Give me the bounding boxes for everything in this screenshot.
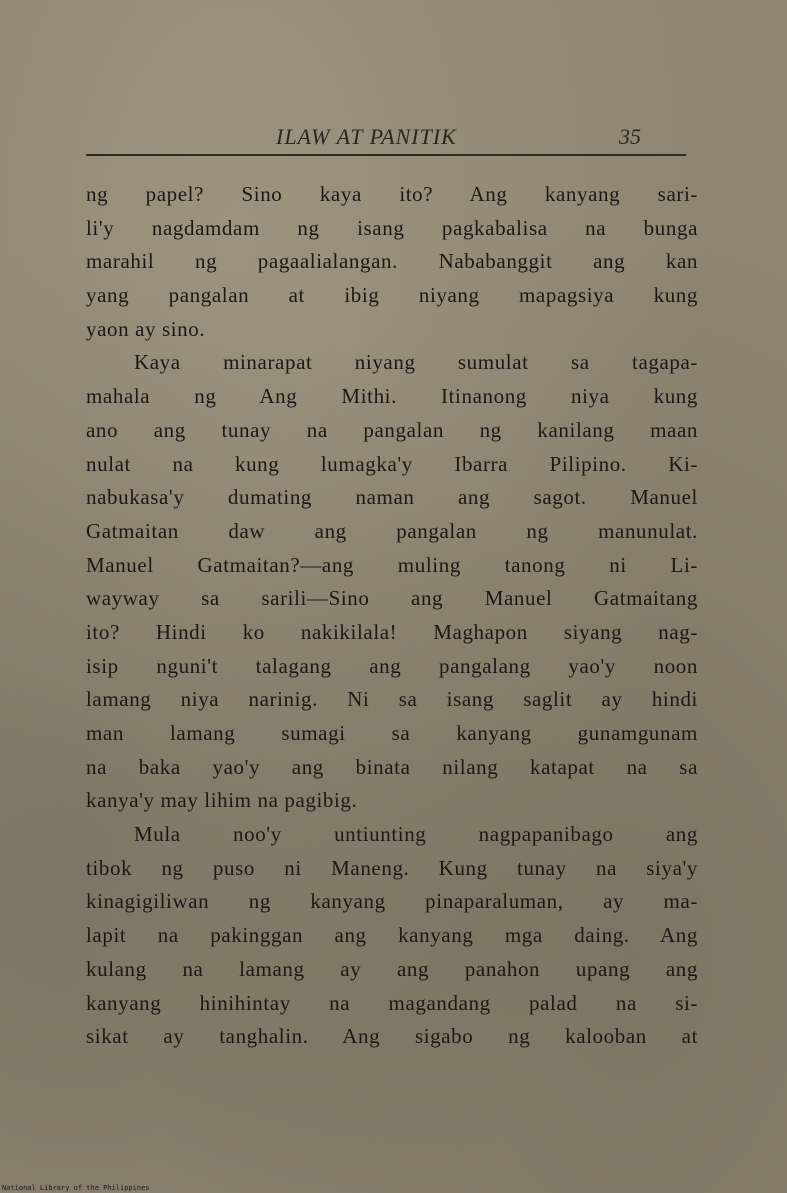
page-number: 35	[619, 124, 641, 149]
text-line: kulang na lamang ay ang panahon upang ang	[86, 956, 698, 981]
text-line: isip nguni't talagang ang pangalang yao'y noon	[86, 653, 698, 678]
text-line: sikat ay tanghalin. Ang sigabo ng kalooban at	[86, 1024, 698, 1049]
text-line: tibok ng puso ni Maneng. Kung tunay na siya'y	[86, 855, 698, 880]
text-line: kinagigiliwan ng kanyang pinaparaluman, ay ma-	[86, 889, 698, 914]
text-line: ng papel? Sino kaya ito? Ang kanyang sari-	[86, 182, 698, 206]
text-line: nulat na kung lumagka'y Ibarra Pilipino. Ki-	[86, 451, 698, 476]
page-header	[86, 124, 686, 158]
text-line: Manuel Gatmaitan?—ang muling tanong ni Li-	[86, 552, 698, 577]
text-line: kanyang hinihintay na magandang palad na si-	[86, 990, 698, 1015]
text-line: Gatmaitan daw ang pangalan ng manunulat.	[86, 518, 698, 543]
text-line: li'y nagdamdam ng isang pagkabalisa na bunga	[86, 215, 698, 240]
text-line: Kaya minarapat niyang sumulat sa tagapa-	[134, 350, 698, 375]
text-line: yaon ay sino.	[86, 316, 206, 341]
text-line: lamang niya narinig. Ni sa isang saglit ay hindi	[86, 687, 698, 712]
text-line: Mula noo'y untiunting nagpapanibago ang	[134, 822, 698, 847]
text-line: yang pangalan at ibig niyang mapagsiya kung	[86, 283, 698, 308]
text-line: mahala ng Ang Mithi. Itinanong niya kung	[86, 384, 698, 409]
text-line: man lamang sumagi sa kanyang gunamgunam	[86, 721, 698, 745]
text-line: na baka yao'y ang binata nilang katapat na sa	[86, 754, 698, 779]
library-credit: National Library of the Philippines	[2, 1184, 150, 1192]
header-rule	[86, 154, 686, 156]
text-line: ano ang tunay na pangalan ng kanilang maan	[86, 417, 698, 442]
body-text	[86, 178, 698, 1054]
text-line: nabukasa'y dumating naman ang sagot. Manuel	[86, 485, 698, 510]
text-line: ito? Hindi ko nakikilala! Maghapon siyang nag-	[86, 619, 698, 644]
text-line: lapit na pakinggan ang kanyang mga daing. Ang	[86, 923, 698, 948]
text-line: kanya'y may lihim na pagibig.	[86, 788, 358, 813]
text-line: wayway sa sarili—Sino ang Manuel Gatmaitang	[86, 586, 698, 611]
text-line: marahil ng pagaalialangan. Nababanggit ang kan	[86, 249, 698, 274]
running-title: ILAW AT PANITIK	[276, 124, 457, 149]
